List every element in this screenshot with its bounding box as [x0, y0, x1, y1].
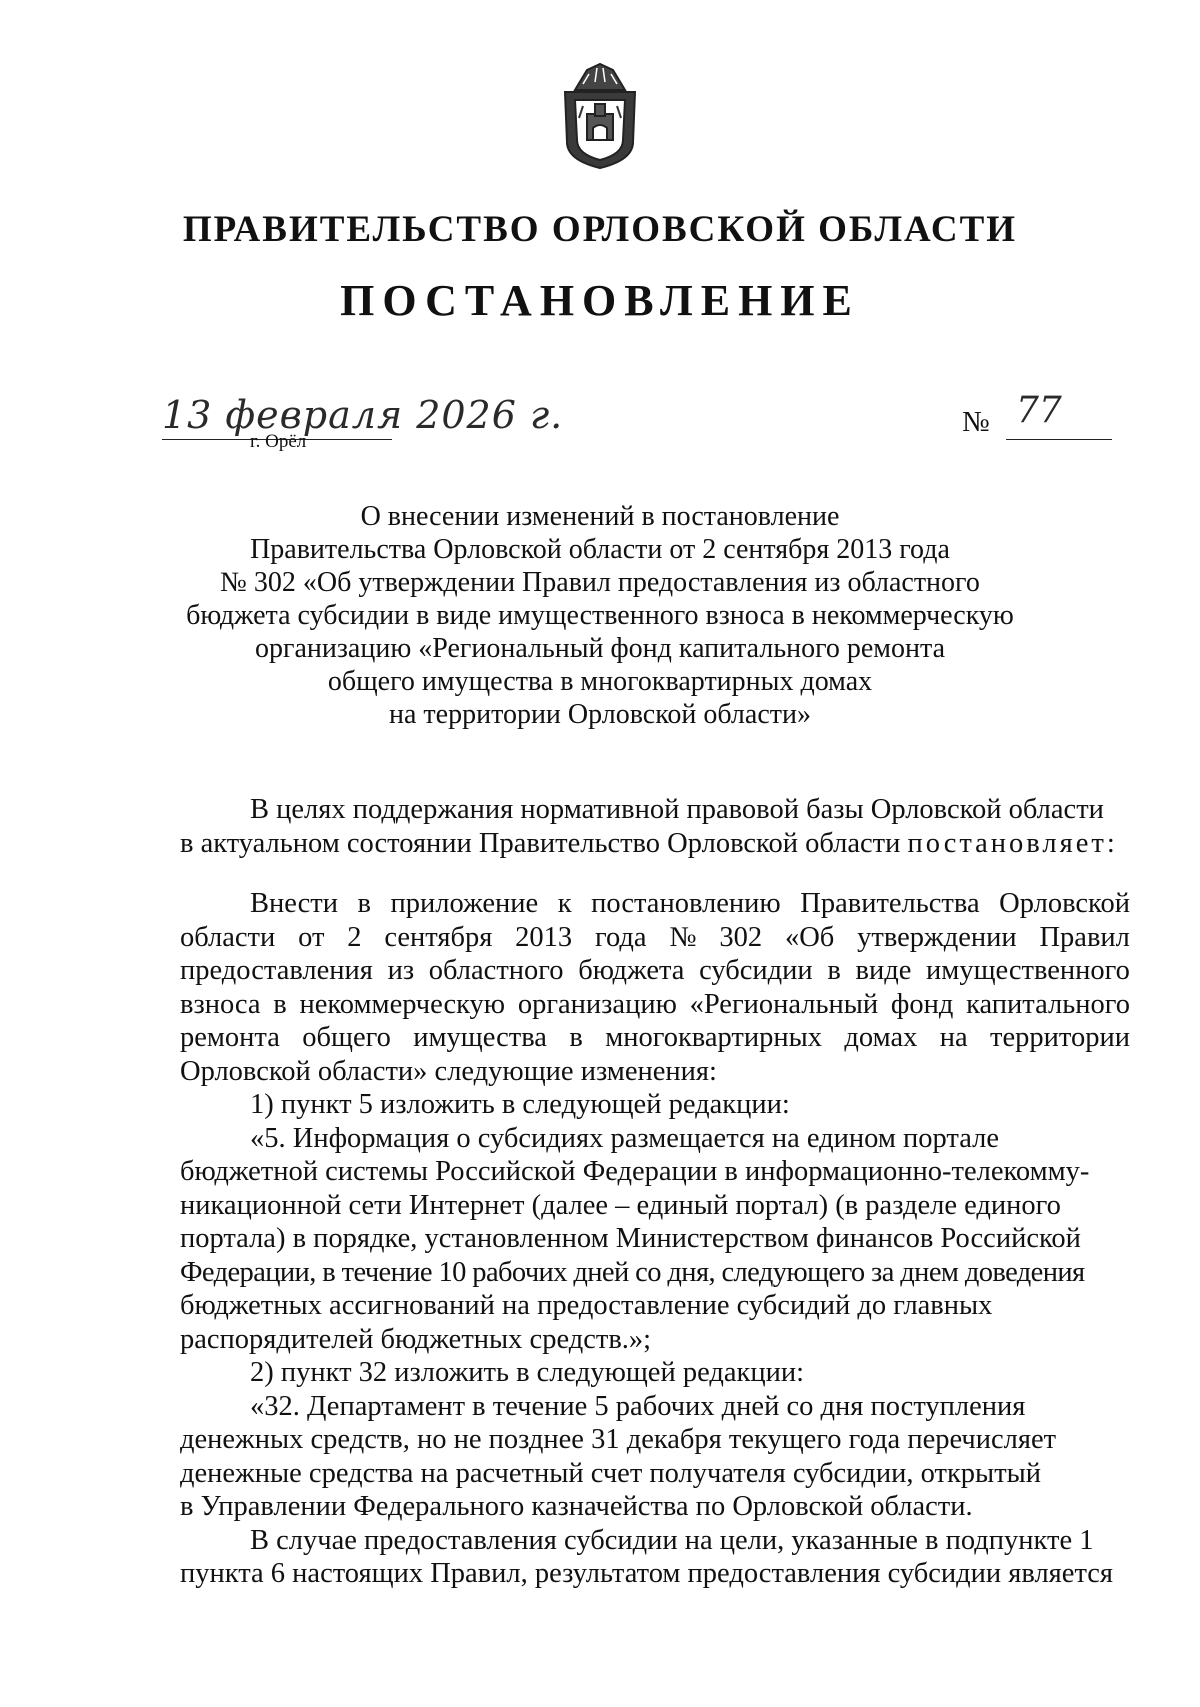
word: постановлению	[591, 888, 781, 919]
word: бюджета	[578, 955, 685, 986]
word: «Региональный	[689, 988, 879, 1020]
word: взноса	[180, 988, 261, 1020]
decree-number: 77	[1016, 390, 1062, 431]
word: Правительства	[800, 888, 980, 919]
word: приложение	[390, 888, 539, 919]
word: ремонта	[180, 1022, 280, 1053]
decree-date: 13 февраля 2026 г.	[162, 393, 564, 437]
word: общего	[302, 1022, 391, 1053]
subject-line: на территории Орловской области»	[389, 699, 811, 730]
word: области	[180, 921, 276, 953]
paragraph-line: «5. Информация о субсидиях размещается на едином портале	[250, 1122, 1000, 1154]
word: года	[594, 921, 647, 953]
word: субсидии	[699, 955, 813, 986]
paragraph-line	[180, 921, 1130, 955]
paragraph-line: денежных средств, но не позднее 31 декабря текущего года перечисляет	[180, 1424, 1057, 1455]
word: организацию	[517, 988, 677, 1020]
paragraph-line	[180, 954, 1130, 988]
word: утверждении	[857, 921, 1017, 953]
word: сентября	[384, 921, 493, 953]
word: некоммерческую	[299, 988, 506, 1020]
list-item: 2) пункт 32 изложить в следующей редакции:	[250, 1357, 805, 1388]
word: на	[939, 1022, 968, 1053]
word: Внести	[250, 888, 338, 919]
preamble-line	[180, 827, 1130, 861]
word: 302	[719, 921, 763, 953]
word: имущественного	[926, 955, 1130, 986]
word: предоставления	[180, 955, 373, 986]
word: Правил	[1039, 921, 1130, 953]
list-item: 1) пункт 5 изложить в следующей редакции:	[250, 1089, 790, 1120]
document-type-title: ПОСТАНОВЛЕНИЕ	[340, 276, 860, 325]
decree-keyword: постановляет:	[907, 827, 1118, 859]
subject-line: Правительства Орловской области от 2 сентября 2013 года	[250, 534, 950, 565]
word: областного	[428, 955, 564, 986]
government-name: ПРАВИТЕЛЬСТВО ОРЛОВСКОЙ ОБЛАСТИ	[182, 209, 1018, 250]
paragraph-line: денежные средства на расчетный счет получателя субсидии, открытый	[180, 1457, 1042, 1489]
paragraph-line: бюджетной системы Российской Федерации в информационно-телекомму-	[180, 1156, 1090, 1187]
word: в	[357, 888, 371, 919]
orel-region-coat-of-arms-icon	[557, 62, 643, 172]
word: капитального	[966, 988, 1130, 1020]
number-underline	[1006, 439, 1112, 440]
paragraph-line: никационной сети Интернет (далее – единый портал) (в разделе единого	[180, 1189, 1061, 1221]
word: 2	[347, 921, 362, 953]
subject-line: № 302 «Об утверждении Правил предоставления из областного	[220, 567, 980, 598]
paragraph-line: бюджетных ассигнований на предоставление субсидий до главных	[180, 1290, 993, 1321]
decree-body	[180, 887, 1130, 1591]
paragraph-line: Орловской области» следующие изменения:	[180, 1055, 717, 1087]
word: в	[273, 988, 287, 1020]
subject-line: О внесении изменений в постановление	[360, 501, 840, 532]
decree-subject	[150, 500, 1050, 731]
word: из	[387, 955, 415, 986]
word: фонд	[890, 988, 954, 1020]
paragraph-line: портала) в порядке, установленном Министерством финансов Российской	[180, 1223, 1081, 1254]
paragraph-line: распорядителей бюджетных средств.»;	[180, 1323, 652, 1355]
paragraph-line: «32. Департамент в течение 5 рабочих дней со дня поступления	[250, 1390, 1026, 1422]
number-sign: №	[962, 406, 990, 438]
word: 2013	[515, 921, 573, 953]
word: виде	[855, 955, 912, 986]
word: многоквартирных	[605, 1022, 823, 1053]
word: домах	[844, 1022, 918, 1053]
word: «Об	[784, 921, 835, 953]
paragraph-line: пункта 6 настоящих Правил, результатом предоставления субсидии является	[180, 1558, 1113, 1589]
subject-line: общего имущества в многоквартирных домах	[327, 666, 873, 697]
paragraph-line	[180, 1021, 1130, 1055]
subject-line: организацию «Региональный фонд капитального ремонта	[254, 633, 946, 664]
word: к	[557, 888, 572, 919]
paragraph-line: Федерации, в течение 10 рабочих дней со дня, следующего за днем доведения	[180, 1256, 1085, 1288]
city-label: г. Орёл	[250, 431, 307, 452]
paragraph-line: В случае предоставления субсидии на цели, указанные в подпункте 1	[250, 1524, 1094, 1556]
word: Орловской	[999, 888, 1130, 919]
word: имущества	[413, 1022, 547, 1053]
word: в	[569, 1022, 583, 1053]
preamble-text: в актуальном состоянии Правительство Орловской области	[180, 827, 901, 859]
paragraph-line: в Управлении Федерального казначейства по Орловской области.	[180, 1491, 973, 1522]
paragraph-line	[180, 988, 1130, 1022]
word: в	[827, 955, 841, 986]
subject-line: бюджета субсидии в виде имущественного взноса в некоммерческую	[186, 600, 1014, 631]
word: территории	[990, 1022, 1130, 1053]
preamble	[180, 793, 1130, 860]
preamble-line: В целях поддержания нормативной правовой базы Орловской области	[250, 794, 1104, 825]
word: №	[669, 921, 697, 953]
paragraph-line	[180, 887, 1130, 921]
word: от	[298, 921, 325, 953]
